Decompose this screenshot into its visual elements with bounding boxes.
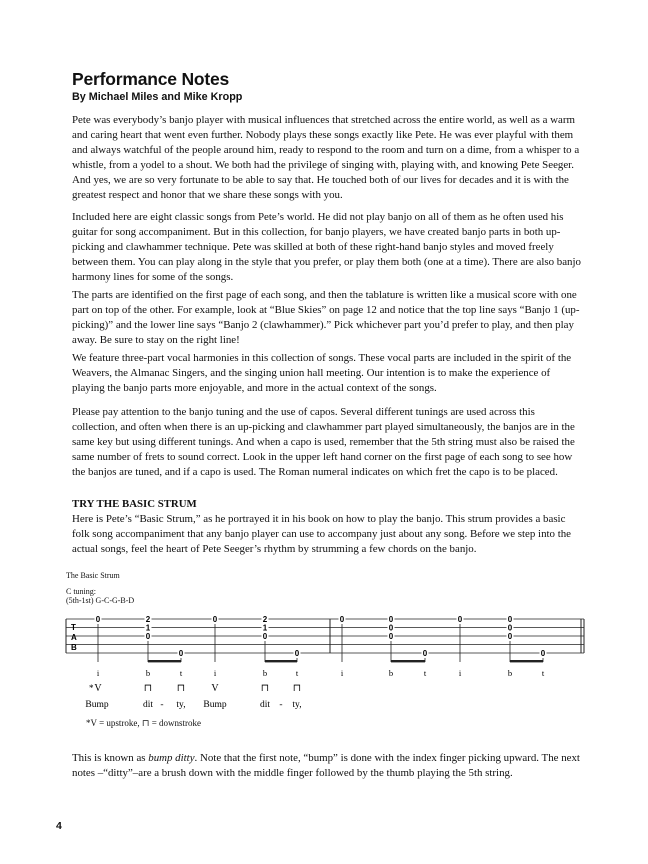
stroke-mark: V (211, 683, 219, 694)
finger-label: b (507, 668, 513, 678)
upstroke-symbol: V (90, 718, 97, 728)
lyric-syllable: Bump (85, 700, 109, 710)
tab-fret-number: 1 (262, 623, 268, 633)
tab-fret-number: 0 (457, 615, 463, 624)
stroke-mark: ⊓ (292, 683, 302, 694)
byline: By Michael Miles and Mike Kropp (72, 91, 243, 103)
stroke-marks (89, 683, 301, 694)
finger-label: i (458, 668, 462, 678)
lyric-syllable: ty, (292, 700, 302, 710)
finger-label: t (295, 668, 299, 678)
tab-fret-number: 1 (145, 623, 151, 633)
tab-fret-number: 2 (262, 615, 268, 624)
tuning-label: C tuning: (66, 587, 97, 596)
finger-labels (97, 668, 545, 678)
tab-fret-number: 0 (507, 623, 513, 633)
tab-fret-number: 0 (212, 615, 218, 624)
tab-fret-number: 0 (95, 615, 101, 624)
page-number: 4 (56, 820, 62, 832)
tuning-notes: (5th-1st) G-C-G-B-D (66, 596, 135, 605)
finger-label: i (340, 668, 344, 678)
lyric-syllables (85, 700, 301, 710)
tab-fret-number: 0 (262, 632, 268, 641)
tab-fret-number: 0 (339, 615, 345, 624)
stroke-legend (86, 718, 201, 728)
legend-asterisk: * (86, 718, 91, 728)
note-beam (391, 660, 425, 662)
strum-intro: Here is Pete’s “Basic Strum,” as he portrayed it in his book on how to play the banjo. This strum provides a basic folk song accompaniment that any banjo player can use to accompany just about any song. Before we step into the actual songs, feel the heart of Pete Seeger’s rhythm by strumming a few chords on the banjo. (72, 513, 572, 555)
tab-letter-b: B (71, 643, 77, 652)
section-heading: TRY THE BASIC STRUM (72, 498, 197, 510)
tab-fret-number: 0 (388, 632, 394, 641)
tab-fret-number: 0 (145, 632, 151, 641)
closing-paragraph (72, 751, 582, 781)
tab-fret-number: 0 (388, 615, 394, 624)
stroke-mark: ⊓ (143, 683, 153, 694)
stroke-mark: ⊓ (260, 683, 270, 694)
closing-text-after: . Note that the first note, “bump” is done with the index finger picking upward. The next notes –“ditty”–are a brush down with the middle finger followed by the thumb playing the 5th string. (72, 752, 580, 779)
tab-notes (95, 615, 547, 658)
lyric-syllable: - (279, 700, 283, 710)
note-beam (510, 660, 543, 662)
tab-fret-number: 0 (540, 649, 546, 658)
tab-staff (66, 619, 584, 653)
tab-letter-t: T (71, 623, 76, 632)
lyric-syllable: dit (259, 700, 271, 710)
downstroke-symbol: ⊓ (141, 718, 150, 728)
tab-fret-number: 0 (178, 649, 184, 658)
lyric-syllable: ty, (176, 700, 186, 710)
finger-label: t (541, 668, 545, 678)
upstroke-text: = upstroke, (99, 718, 140, 728)
lyric-syllable: - (160, 700, 164, 710)
figure-caption: The Basic Strum (66, 571, 120, 580)
downstroke-text: = downstroke (151, 718, 202, 728)
paragraph-2: Included here are eight classic songs from Pete’s world. He did not play banjo on all of them as he often used his guitar for song accompaniment. But in this collection, for banjo players, we have created banjo parts in both up-picking and clawhammer technique. Pete was skilled at both of these right-hand banjo styles and moved freely between them. You can play along in the style that you prefer, or play them both (one at a time). There are also banjo harmony lines for some of the songs. (72, 211, 581, 283)
finger-label: b (262, 668, 268, 678)
finger-label: t (179, 668, 183, 678)
page-title: Performance Notes (72, 69, 230, 89)
finger-label: i (213, 668, 217, 678)
tab-letter-a: A (71, 633, 77, 642)
tab-fret-number: 0 (294, 649, 300, 658)
paragraph-1: Pete was everybody’s banjo player with musical influences that stretched across the entire world, as well as a warm and caring heart that went even further. Nobody plays these songs exactly like Pete. He was ever playful with them and always watchful of the people around him, ready to respond to the room and turn on a dime, from a whisper to a whistle, from a yodel to a shout. We both had the privilege of singing with, playing with, and knowing Pete Seeger. And yes, we are so very fortunate to be able to say that. He touched both of our lives for decades and it is with the greatest respect and honor that we share these songs with you. (72, 114, 580, 201)
paragraph-5: Please pay attention to the banjo tuning and the use of capos. Several different tunings are used across this collection, and often when there is an up-picking and clawhammer part played simultaneously, the banjos are in the same key but using different tunings. And when a capo is used, remember that the 5th string must also be raised the same number of frets to sound correct. Look in the upper left hand corner on the first page of each song to see how the banjos are tuned, and if a capo is used. The Roman numeral indicates on which fret the capo is to be placed. (72, 406, 575, 478)
finger-label: b (388, 668, 394, 678)
tab-fret-number: 2 (145, 615, 151, 624)
stroke-mark: ⊓ (176, 683, 186, 694)
note-beam (265, 660, 297, 662)
tab-fret-number: 0 (422, 649, 428, 658)
finger-label: i (96, 668, 100, 678)
tab-fret-number: 0 (507, 632, 513, 641)
stroke-mark: V (94, 683, 102, 694)
lyric-syllable: Bump (203, 700, 227, 710)
tab-stems (98, 624, 543, 662)
finger-label: t (423, 668, 427, 678)
note-beam (148, 660, 181, 662)
finger-label: b (145, 668, 151, 678)
tab-fret-number: 0 (388, 623, 394, 633)
paragraph-3: The parts are identified on the first page of each song, and then the tablature is written like a musical score with one part on top of the other. For example, look at “Blue Skies” on page 12 and notice that the top line says “Banjo 1 (up-picking)” and the lower line says “Banjo 2 (clawhammer).” Pick whichever part you’d prefer to play, and then play away. Be sure to stay on the right line! (72, 289, 580, 346)
lyric-syllable: dit (142, 700, 154, 710)
tab-fret-number: 0 (507, 615, 513, 624)
closing-emphasis: bump ditty (148, 752, 195, 764)
closing-text-before: This is known as (72, 752, 149, 764)
stroke-asterisk: * (89, 683, 94, 693)
paragraph-4: We feature three-part vocal harmonies in this collection of songs. These vocal parts are included in the spirit of the Weavers, the Almanac Singers, and the singing union hall meeting. Our intention is to make the experience of playing the banjo parts more enjoyable, and more in the actual context of the songs. (72, 352, 572, 394)
